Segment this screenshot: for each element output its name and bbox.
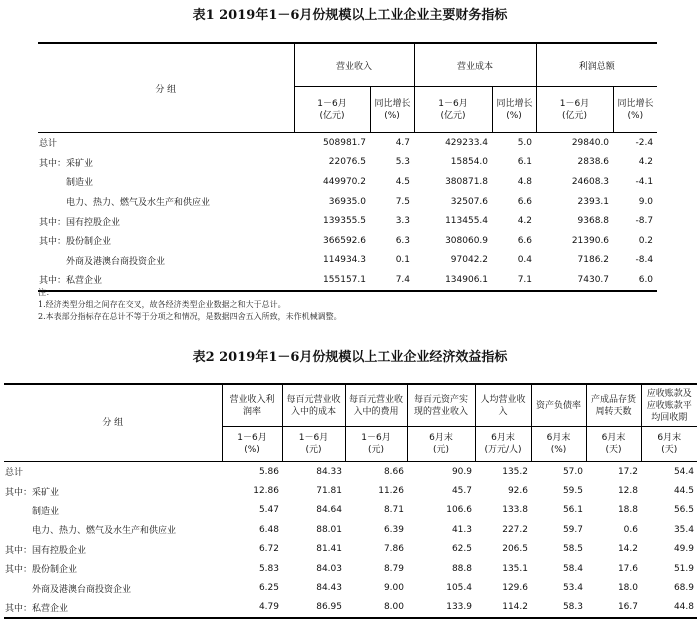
table-row (38, 172, 657, 192)
subheader (475, 427, 531, 462)
table-cell: 6.72 (258, 544, 279, 555)
table-cell: 135.1 (502, 563, 528, 574)
table-row (38, 133, 657, 153)
table-cell: 97042.2 (450, 255, 489, 266)
column-header: 每百元营业收入中的成本 (282, 384, 345, 427)
subheader-period: 1－6月 (亿元) (294, 87, 370, 133)
table-cell: 36935.0 (328, 196, 366, 207)
table-cell: 49.9 (673, 544, 694, 555)
table-cell: 5.86 (258, 466, 279, 477)
row-label: 其中：国有控股企业 (39, 217, 121, 228)
table-cell: 0.1 (395, 255, 411, 266)
subheader (641, 427, 697, 462)
table-cell: 11.26 (378, 486, 404, 497)
subheader-period: 1－6月 (361, 433, 391, 443)
subheader-period: 1－6月 (237, 433, 267, 443)
table-row (38, 251, 657, 271)
table-cell: 6.6 (517, 235, 533, 246)
column-header: 应收账款及应收账款平均回收期 (641, 384, 697, 427)
table-cell: 0.4 (517, 255, 533, 266)
subheader (222, 427, 282, 462)
table-cell: 32507.6 (450, 196, 489, 207)
table-cell: 12.86 (253, 486, 279, 497)
subheader-unit: (天) (605, 445, 622, 455)
column-header-profit: 利润总额 (536, 43, 657, 87)
row-label: 制造业 (32, 506, 60, 517)
table-cell: 227.2 (502, 524, 528, 535)
table-cell: 53.4 (562, 583, 583, 594)
table-cell: 2393.1 (577, 196, 610, 207)
table-cell: 8.71 (383, 505, 404, 516)
column-header: 产成品存货周转天数 (586, 384, 641, 427)
table2 (4, 383, 697, 619)
table-cell: 4.5 (395, 176, 411, 187)
group-header: 分 组 (155, 84, 177, 95)
table-cell: 5.3 (395, 157, 411, 168)
table-cell: 22076.5 (328, 157, 366, 168)
table-cell: 90.9 (451, 466, 472, 477)
table-cell: 16.7 (617, 602, 638, 613)
column-header: 每百元营业收入中的费用 (345, 384, 407, 427)
table-cell: 58.3 (562, 602, 583, 613)
table-cell: 133.8 (502, 505, 528, 516)
table-cell: 81.41 (316, 544, 342, 555)
subheader (531, 427, 586, 462)
table-cell: 105.4 (446, 583, 472, 594)
table-cell: 0.2 (638, 235, 654, 246)
table-cell: 24608.3 (571, 176, 610, 187)
subheader-yoy: 同比增长 (%) (613, 87, 657, 133)
table-row (4, 578, 697, 597)
subheader-unit: (元) (432, 445, 450, 455)
note-heading: 注： (38, 288, 54, 297)
table-cell: 6.1 (517, 157, 533, 168)
row-label: 外商及港澳台商投资企业 (66, 256, 166, 267)
table-cell: 133.9 (446, 602, 472, 613)
table-cell: 44.8 (673, 602, 694, 613)
table-cell: 18.8 (617, 505, 638, 516)
table-cell: 134906.1 (445, 274, 489, 285)
table-cell: 8.79 (383, 563, 404, 574)
table-cell: 58.4 (562, 563, 583, 574)
table-row (4, 462, 697, 482)
subheader-unit: (%) (550, 445, 567, 455)
subheader-period: 1－6月 (亿元) (536, 87, 613, 133)
table-cell: 5.47 (258, 505, 279, 516)
row-label: 外商及港澳台商投资企业 (32, 584, 132, 595)
table-cell: 17.2 (617, 466, 638, 477)
table-cell: 68.9 (673, 583, 694, 594)
subheader-period: 6月末 (429, 433, 453, 443)
table-cell: 59.5 (562, 486, 583, 497)
table-cell: 6.48 (258, 524, 279, 535)
table-cell: 8.66 (383, 466, 404, 477)
table-cell: 9.0 (638, 196, 654, 207)
table-cell: 12.8 (617, 486, 638, 497)
row-label: 电力、热力、燃气及水生产和供应业 (66, 198, 211, 209)
table-cell: 508981.7 (323, 137, 366, 148)
table-cell: 84.03 (316, 563, 342, 574)
table-cell: 4.2 (638, 157, 654, 168)
table-cell: 4.2 (517, 216, 533, 227)
table-cell: 51.9 (673, 563, 694, 574)
table-cell: 18.0 (617, 583, 638, 594)
table-cell: 4.7 (395, 137, 411, 148)
table-cell: 21390.6 (571, 235, 610, 246)
table-cell: 8.00 (383, 602, 404, 613)
table-cell: 84.64 (316, 505, 342, 516)
column-header-cost: 营业成本 (414, 43, 536, 87)
table-cell: 113455.4 (445, 216, 489, 227)
table-cell: 106.6 (446, 505, 472, 516)
row-label: 其中：股份制企业 (39, 237, 112, 248)
table-cell: 7.4 (395, 274, 411, 285)
subheader-yoy: 同比增长 (%) (370, 87, 414, 133)
table-cell: 88.8 (451, 563, 472, 574)
table-cell: 7.86 (383, 544, 404, 555)
table1 (38, 42, 657, 292)
subheader-unit: (天) (661, 445, 678, 455)
subheader-period: 6月末 (657, 433, 682, 443)
table-row (4, 559, 697, 578)
table-cell: 449970.2 (323, 176, 366, 187)
table-row (4, 520, 697, 539)
row-label: 其中：私营企业 (5, 603, 69, 614)
table-row (38, 231, 657, 251)
row-label: 其中：采矿业 (39, 158, 94, 169)
table-cell: 71.81 (316, 486, 342, 497)
row-label: 总计 (39, 139, 58, 150)
table-row (38, 192, 657, 212)
table-cell: 59.7 (562, 524, 583, 535)
subheader-unit: (元) (305, 445, 322, 455)
row-label: 其中：国有控股企业 (5, 545, 87, 556)
column-header: 每百元资产实现的营业收入 (407, 384, 475, 427)
table-cell: 6.39 (383, 524, 404, 535)
table-cell: 92.6 (507, 486, 528, 497)
table-cell: 9368.8 (577, 216, 610, 227)
table-cell: 429233.4 (445, 137, 489, 148)
table-cell: 58.5 (562, 544, 583, 555)
table-cell: 9.00 (383, 583, 404, 594)
table-row (4, 481, 697, 500)
column-header: 人均营业收入 (475, 384, 531, 427)
table-cell: 54.4 (673, 466, 694, 477)
table-cell: 17.6 (617, 563, 638, 574)
table-cell: -4.1 (635, 176, 654, 187)
table-cell: 14.2 (617, 544, 638, 555)
table-cell: 88.01 (316, 524, 342, 535)
table-cell: 57.0 (562, 466, 583, 477)
table2-title: 表2 2019年1－6月份规模以上工业企业经济效益指标 (192, 350, 508, 365)
table-cell: 2838.6 (577, 157, 610, 168)
table-cell: 4.79 (258, 602, 279, 613)
table-cell: 56.5 (673, 505, 694, 516)
table-cell: 6.0 (638, 274, 654, 285)
group-header: 分 组 (102, 418, 124, 428)
table-cell: 56.1 (562, 505, 583, 516)
column-header-revenue: 营业收入 (294, 43, 414, 87)
table-row (38, 211, 657, 231)
table-row (4, 540, 697, 559)
subheader-period: 6月末 (546, 433, 571, 443)
table-cell: 86.95 (316, 602, 342, 613)
subheader-unit: (元) (367, 445, 385, 455)
subheader-unit: (万元/人) (484, 445, 522, 455)
table-cell: 3.3 (395, 216, 411, 227)
table-cell: 41.3 (451, 524, 472, 535)
table-cell: 5.0 (517, 137, 533, 148)
subheader (282, 427, 345, 462)
table-cell: 6.6 (517, 196, 533, 207)
subheader-period: 6月末 (491, 433, 515, 443)
table-cell: -8.4 (635, 255, 654, 266)
row-label: 制造业 (66, 178, 94, 189)
table-row (38, 153, 657, 173)
table-cell: 44.5 (673, 486, 694, 497)
table-cell: 206.5 (502, 544, 528, 555)
table-cell: 7.5 (395, 196, 411, 207)
table-cell: 7430.7 (577, 274, 610, 285)
table-cell: 139355.5 (323, 216, 366, 227)
table-cell: 45.7 (451, 486, 472, 497)
row-label: 总计 (5, 468, 24, 479)
table-cell: 62.5 (451, 544, 472, 555)
table-cell: 135.2 (502, 466, 528, 477)
row-label: 电力、热力、燃气及水生产和供应业 (32, 526, 177, 537)
subheader (345, 427, 407, 462)
subheader (586, 427, 641, 462)
subheader-period: 6月末 (601, 433, 626, 443)
subheader-period: 1－6月 (298, 433, 329, 443)
table-cell: 5.83 (258, 563, 279, 574)
note-line: 2.本表部分指标存在总计不等于分项之和情况，是数据四舍五入所致，未作机械调整。 (38, 312, 342, 321)
column-header: 资产负债率 (531, 384, 586, 427)
table-cell: 29840.0 (571, 137, 610, 148)
subheader (407, 427, 475, 462)
table1-title: 表1 2019年1－6月份规模以上工业企业主要财务指标 (192, 8, 508, 23)
subheader-yoy: 同比增长 (%) (492, 87, 536, 133)
row-label: 其中：私营企业 (39, 276, 103, 287)
table-cell: 155157.1 (323, 274, 366, 285)
table-row (4, 501, 697, 520)
table-cell: 114.2 (502, 602, 528, 613)
table-cell: 7186.2 (577, 255, 610, 266)
note-line: 1.经济类型分组之间存在交叉，故各经济类型企业数据之和大于总计。 (38, 300, 286, 309)
table-cell: -2.4 (635, 137, 654, 148)
table-cell: -8.7 (635, 216, 654, 227)
table1-notes (38, 287, 342, 323)
subheader-unit: (%) (244, 445, 260, 455)
table-cell: 0.6 (623, 524, 638, 535)
table-cell: 6.25 (258, 583, 279, 594)
table-cell: 7.1 (517, 274, 533, 285)
table-cell: 6.3 (395, 235, 411, 246)
row-label: 其中：股份制企业 (5, 565, 78, 576)
table-cell: 308060.9 (445, 235, 489, 246)
table-cell: 366592.6 (323, 235, 366, 246)
column-header: 营业收入利润率 (222, 384, 282, 427)
table-cell: 35.4 (673, 524, 694, 535)
row-label: 其中：采矿业 (5, 487, 60, 498)
subheader-period: 1－6月 (亿元) (414, 87, 492, 133)
table-row (4, 598, 697, 618)
table-cell: 15854.0 (450, 157, 489, 168)
table-cell: 84.43 (316, 583, 342, 594)
table-cell: 129.6 (502, 583, 528, 594)
table-cell: 84.33 (316, 466, 342, 477)
table-cell: 4.8 (517, 176, 533, 187)
table-cell: 380871.8 (445, 176, 489, 187)
table-cell: 114934.3 (323, 255, 366, 266)
